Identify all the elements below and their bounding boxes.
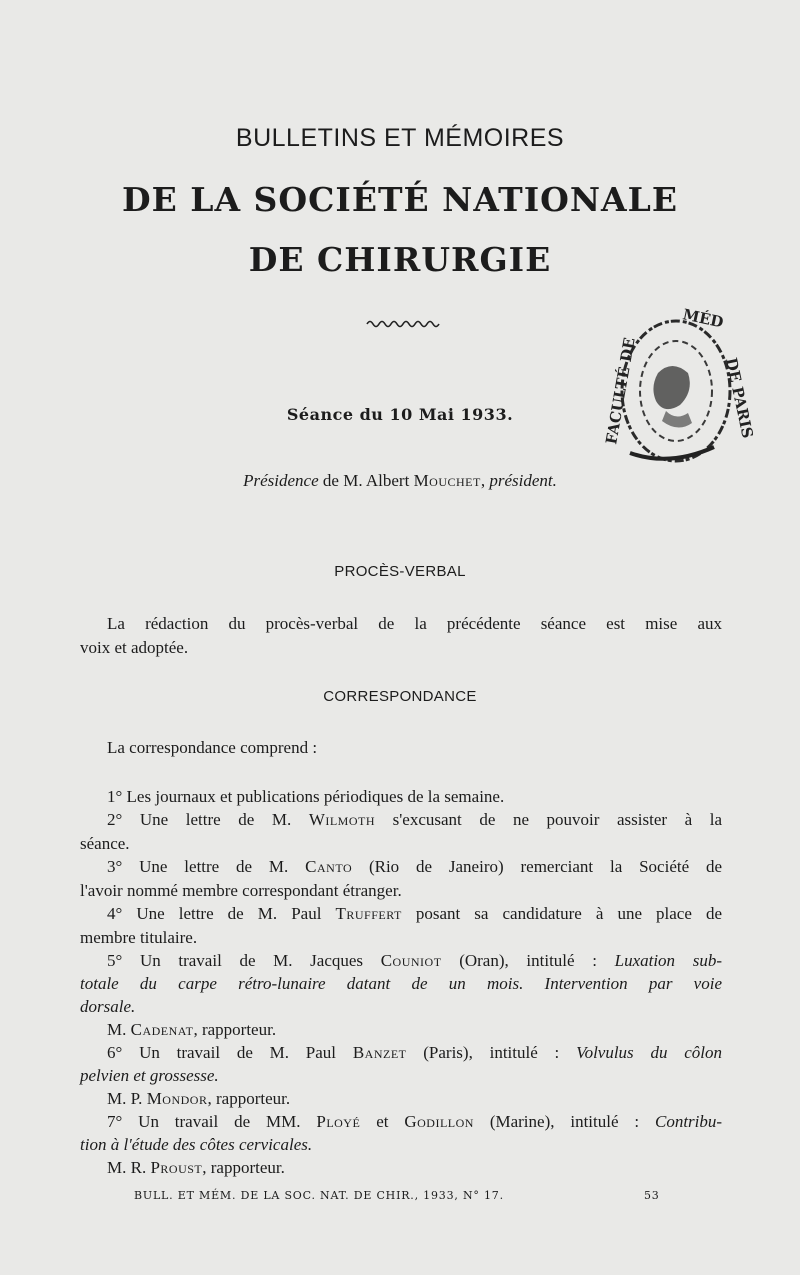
pv-line-2: voix et adoptée. — [80, 638, 189, 657]
presidency-label: Présidence — [243, 471, 319, 490]
item-5-rapporteur: M. Cadenat, rapporteur. — [107, 1020, 277, 1039]
item-3-line1: 3° Une lettre de M. Canto (Rio de Janeiro) remerciant la Société de — [107, 857, 723, 876]
pv-line-1: La rédaction du procès-verbal de la précédente séance est mise aux — [107, 614, 722, 633]
svg-text:MÉD: MÉD — [681, 305, 726, 332]
item-7-line1: 7° Un travail de MM. Ployé et Godillon (Marine), intitulé : Contribu- — [107, 1112, 723, 1131]
item-6-line2: pelvien et grossesse. — [80, 1066, 219, 1085]
presidency-line — [0, 471, 800, 491]
item-7-name-1: Ployé — [316, 1112, 361, 1131]
presidency-prefix: de M. Albert — [322, 471, 410, 490]
item-5-name: Couniot — [380, 951, 442, 970]
proces-verbal-heading: PROCÈS-VERBAL — [334, 563, 466, 580]
item-4-line2: membre titulaire. — [80, 928, 198, 947]
item-5-line1: 5° Un travail de M. Jacques Couniot (Oran), intitulé : Luxation sub- — [107, 951, 722, 970]
item-5-line2: totale du carpe rétro-lunaire datant de un mois. Intervention par voie — [80, 974, 722, 993]
journal-title-line1: BULLETINS ET MÉMOIRES — [235, 124, 565, 152]
correspondance-heading: CORRESPONDANCE — [323, 688, 477, 705]
item-7-rapporteur: M. R. Proust, rapporteur. — [107, 1158, 285, 1177]
journal-title-line2: DE LA SOCIÉTÉ NATIONALE — [121, 180, 678, 219]
item-6-line1: 6° Un travail de M. Paul Banzet (Paris), intitulé : Volvulus du côlon — [107, 1043, 722, 1062]
item-4-line1: 4° Une lettre de M. Paul Truffert posant sa candidature à une place de — [107, 904, 722, 923]
page-number: 53 — [644, 1189, 660, 1202]
item-2-line1: 2° Une lettre de M. Wilmoth s'excusant de ne pouvoir assister à la — [107, 810, 723, 829]
item-7-name-2: Godillon — [404, 1112, 474, 1131]
footer-citation: BULL. ET MÉM. DE LA SOC. NAT. DE CHIR., 1933, N° 17. — [134, 1189, 504, 1202]
item-2-line2: séance. — [80, 834, 130, 853]
correspondance-intro: La correspondance comprend : — [107, 738, 318, 757]
presidency-separator: , — [480, 471, 486, 490]
item-6-rapporteur: M. P. Mondor, rapporteur. — [107, 1089, 291, 1108]
item-2-name: Wilmoth — [308, 810, 376, 829]
item-3-line2: l'avoir nommé membre correspondant étranger. — [80, 881, 402, 900]
president-role: président. — [489, 471, 557, 490]
item-1: 1° Les journaux et publications périodiques de la semaine. — [107, 787, 505, 806]
journal-title-line3: DE CHIRURGIE — [248, 240, 552, 279]
item-6-name: Banzet — [352, 1043, 407, 1062]
svg-text:DE PARIS: DE PARIS — [722, 356, 757, 440]
session-date: Séance du 10 Mai 1933. — [286, 405, 514, 424]
library-stamp — [602, 303, 757, 475]
wavy-divider — [367, 318, 439, 330]
president-name: Mouchet — [413, 471, 481, 490]
item-5-line3: dorsale. — [80, 997, 136, 1016]
item-7-line2: tion à l'étude des côtes cervicales. — [80, 1135, 313, 1154]
item-4-name: Truffert — [335, 904, 402, 923]
svg-text:FACULTÉ DE: FACULTÉ DE — [602, 336, 639, 446]
item-3-name: Canto — [305, 857, 353, 876]
